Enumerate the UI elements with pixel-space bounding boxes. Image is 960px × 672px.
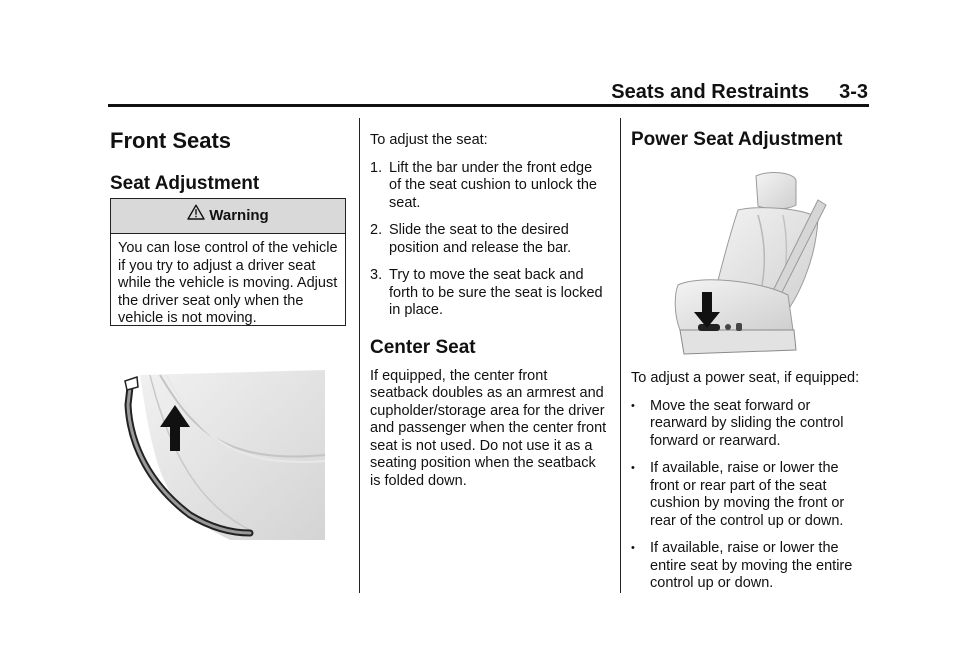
column-2 bbox=[370, 118, 608, 490]
page-header bbox=[108, 80, 868, 104]
section-title: Seats and Restraints bbox=[611, 81, 810, 103]
warning-label: Warning bbox=[209, 207, 269, 224]
power-seat-heading: Power Seat Adjustment bbox=[631, 129, 843, 150]
center-seat-text: If equipped, the center front seatback doubles as an armrest and cupholder/storage area for the driver and passenger when the center front seat is not used. Do not use it as a seating position when the seatback is folded down. bbox=[370, 367, 607, 489]
column-divider-2 bbox=[620, 118, 621, 593]
center-seat-heading: Center Seat bbox=[370, 336, 476, 358]
seat-bar-illustration bbox=[120, 365, 330, 545]
list-item: 3. Try to move the seat back and forth to be sure the seat is locked in place. bbox=[370, 267, 603, 318]
front-seats-heading: Front Seats bbox=[110, 128, 232, 153]
column-1 bbox=[110, 118, 348, 196]
power-seat-illustration bbox=[668, 170, 840, 360]
column-divider-1 bbox=[359, 118, 360, 593]
power-seat-bullets bbox=[631, 398, 871, 593]
list-item: 1. Lift the bar under the front edge of the seat cushion to unlock the seat. bbox=[370, 159, 597, 211]
adjust-intro: To adjust the seat: bbox=[370, 132, 488, 148]
page-number: 3-3 bbox=[839, 81, 868, 103]
warning-text: You can lose control of the vehicle if you try to adjust a driver seat while the vehicle is moving. Adjust the driver seat only when the vehicle is not moving. bbox=[118, 240, 338, 326]
warning-triangle-icon bbox=[187, 199, 205, 233]
header-rule bbox=[108, 104, 869, 107]
power-seat-body bbox=[631, 370, 871, 603]
warning-box bbox=[110, 198, 346, 326]
column-3 bbox=[631, 118, 871, 152]
list-item: • If available, raise or lower the entire seat by moving the entire control up or down. bbox=[631, 540, 853, 591]
adjust-steps bbox=[370, 160, 608, 320]
list-item: • Move the seat forward or rearward by sliding the control forward or rearward. bbox=[631, 397, 844, 449]
list-item: 2. Slide the seat to the desired position and release the bar. bbox=[370, 222, 572, 256]
list-item: • If available, raise or lower the front or rear part of the seat cushion by moving the front or rear of the control up or down. bbox=[631, 460, 845, 529]
power-seat-intro: To adjust a power seat, if equipped: bbox=[631, 370, 860, 386]
warning-header bbox=[111, 199, 345, 234]
seat-adjustment-heading: Seat Adjustment bbox=[110, 173, 260, 194]
